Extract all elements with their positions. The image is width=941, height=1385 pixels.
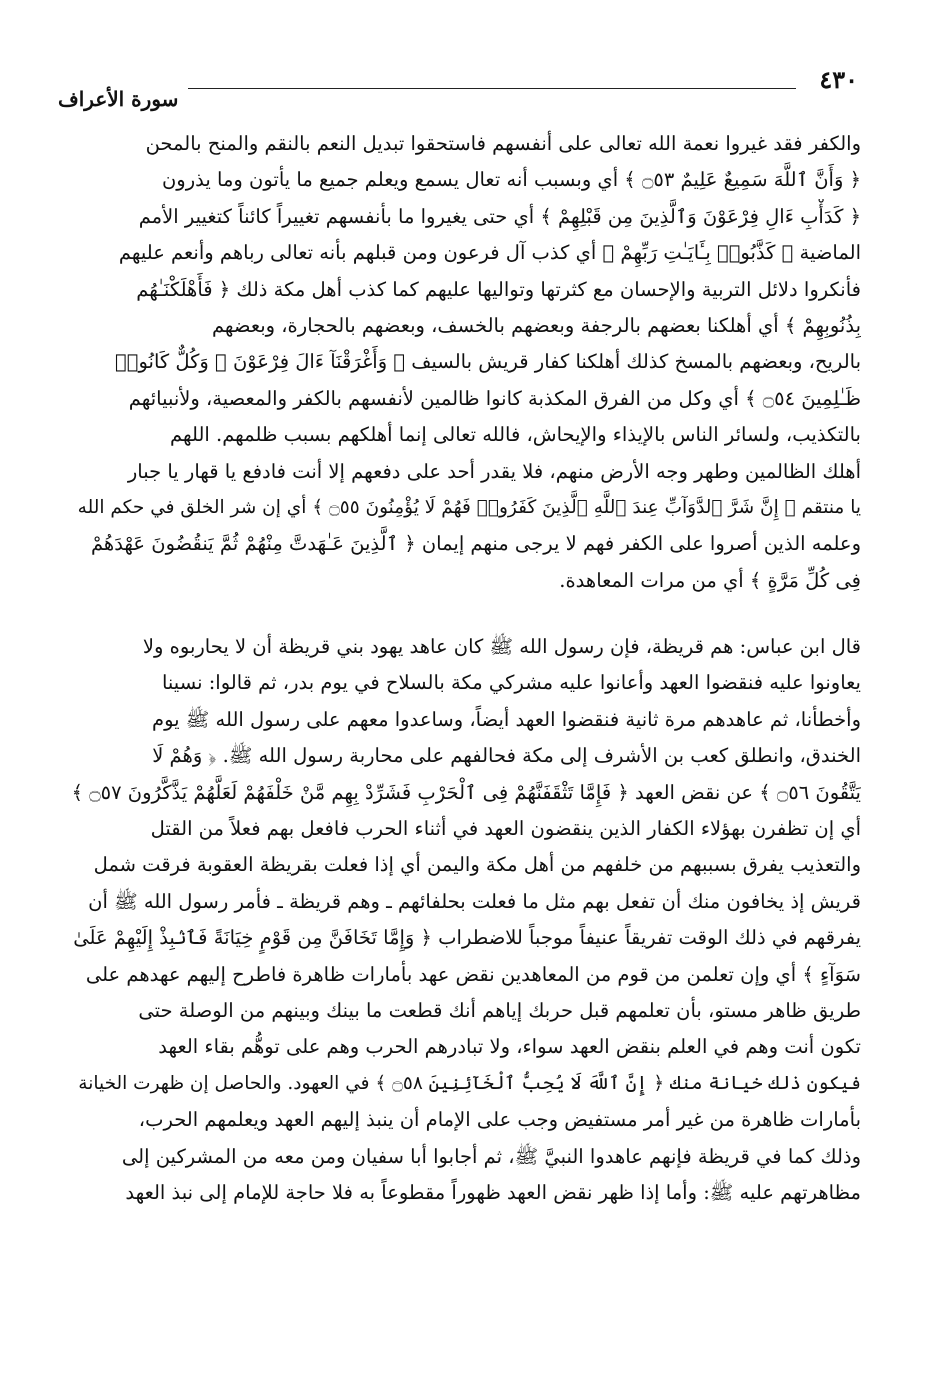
text-line: بأمارات ظاهرة من غير أمر مستفيض وجب على الإمام أن ينبذ إليهم العهد ويعلمهم الحرب، (138, 1108, 861, 1132)
page-header (58, 62, 858, 111)
text-line: يَتَّقُونَ ۝٥٦ ﴾ عن نقض العهد ﴿ فَإِمَّا تَثْقَفَنَّهُمْ فِى ٱلْحَرْبِ فَشَرِّدْ بِهِم مَّنْ خَلْفَهُمْ لَعَلَّهُمْ يَذَّكَّرُونَ ۝٥٧ ﴾ (71, 780, 861, 804)
text-line: ظَـٰلِمِينَ ۝٥٤ ﴾ أي وكل من الفرق المكذبة كانوا ظالمين لأنفسهم بالكفر والمعصية، ولأنبيائهم (128, 386, 861, 410)
text-line: والكفر فقد غيروا نعمة الله تعالى على أنفسهم فاستحقوا تبديل النعم بالنقم والمنح بالمحن (145, 132, 861, 155)
text-line: وعلمه الذين أصروا على الكفر فهم لا يرجى منهم إيمان ﴿ ٱلَّذِينَ عَـٰهَدتَّ مِنْهُمْ ثُمَّ يَنقُضُونَ عَهْدَهُمْ (90, 532, 861, 556)
text-line: يفرقهم في ذلك الوقت تفريقاً عنيفاً موجباً للاضطراب ﴿ وَإِمَّا تَخَافَنَّ مِن قَوْمٍ خِيَانَةً فَٱنۢبِذْ إِلَيْهِمْ عَلَىٰ (73, 926, 861, 950)
text-line: أهلك الظالمين وطهر وجه الأرض منهم، فلا يقدر أحد على دفعهم إلا أنت فادفع يا قهار يا جبار (127, 459, 861, 483)
text-line: قريش إذ يخافون منك أن تفعل بهم مثل ما فعلت بحلفائهم ـ وهم قريظة ـ فأمر رسول الله ﷺ أن (88, 889, 861, 913)
commentary-text (66, 126, 861, 1211)
text-line: والتعذيب يفرق بسببهم من خلفهم من أهل مكة واليمن أي إذا فعلت بقريظة العقوبة فرقت شمل (93, 853, 861, 877)
text-line: فِى كُلِّ مَرَّةٍ ﴾ أي من مرات المعاهدة. (559, 568, 861, 592)
text-line: فيكون ذلك خيانة منك ﴿ إِنَّ ٱللَّهَ لَا يُحِبُّ ٱلْخَآئِنِينَ ۝٥٨ ﴾ في العهود. والحاصل إن ظهرت الخيانة (78, 1072, 861, 1094)
text-line: بالتكذيب، ولسائر الناس بالإيذاء والإيحاش، فالله تعالى إنما أهلكهم بسبب ظلمهم. اللهم (170, 423, 861, 447)
text-line: قال ابن عباس: هم قريظة، فإن رسول الله ﷺ كان عاهد يهود بني قريظة أن لا يحاربوه ولا (142, 635, 861, 659)
text-line: يا منتقم ﴿ إِنَّ شَرَّ ٱلدَّوَآبِّ عِندَ ٱللَّهِ ٱلَّذِينَ كَفَرُوا۟ فَهُمْ لَا يُؤْمِنُونَ ۝٥٥ ﴾ أي إن شر الخلق في حكم الله (77, 496, 861, 518)
text-line: يعاونوا عليه فنقضوا العهد وأعانوا عليه مشركي مكة بالسلاح في يوم بدر، ثم قالوا: نسينا (161, 671, 861, 695)
text-line: وأخطأنا، ثم عاهدهم مرة ثانية فنقضوا العهد أيضاً، وساعدوا معهم على رسول الله ﷺ يوم (152, 707, 861, 731)
text-line: بِذُنُوبِهِمْ ﴾ أي أهلكنا بعضهم بالرجفة وبعضهم بالخسف، وبعضهم بالحجارة، وبعضهم (211, 313, 861, 337)
text-line: الماضية ﴿ كَذَّبُوا۟ بِـَٔايَـٰتِ رَبِّهِمْ ﴾ أي كذب آل فرعون ومن قبلهم بأنه تعالى رباهم وأنعم عليهم (118, 241, 861, 265)
text-line: ﴿ كَدَأْبِ ءَالِ فِرْعَوْنَ وَٱلَّذِينَ مِن قَبْلِهِمْ ﴾ أي حتى يغيروا ما بأنفسهم تغييراً كائناً كتغيير الأمم (138, 204, 861, 228)
page-number: ٤٣٠ (819, 65, 858, 94)
text-line: تكون أنت وهم في العلم بنقض العهد سواء، ولا تبادرهم الحرب وهم على توهُّم بقاء العهد (158, 1035, 861, 1059)
text-line: الخندق، وانطلق كعب بن الأشرف إلى مكة فحالفهم على محاربة رسول الله ﷺ. ﴿ وَهُمْ لَا (152, 744, 861, 768)
text-line: فأنكروا دلائل التربية والإحسان مع كثرتها وتواليها عليهم كما كذب أهل مكة ذلك ﴿ فَأَهْلَكْنَـٰهُم (136, 277, 861, 301)
text-line: مظاهرتهم عليه ﷺ: وأما إذا ظهر نقض العهد ظهوراً مقطوعاً به فلا حاجة للإمام إلى نبذ العهد (125, 1180, 861, 1204)
text-line: أي إن تظفرن بهؤلاء الكفار الذين ينقضون العهد في أثناء الحرب فافعل بهم فعلاً من القتل (150, 817, 861, 841)
paragraph-gap (66, 599, 861, 629)
header-rule (188, 88, 796, 89)
text-line: بالريح، وبعضهم بالمسخ كذلك أهلكنا كفار قريش بالسيف ﴿ وَأَغْرَقْنَآ ءَالَ فِرْعَوْنَ ۚ وَكُلٌّ كَانُوا۟ (115, 350, 861, 374)
text-line: سَوَآءٍ ﴾ أي وإن تعلمن من قوم من المعاهدين نقض عهد بأمارات ظاهرة فاطرح إليهم عهدهم على (85, 962, 861, 986)
surah-title: سورة الأعراف (58, 87, 179, 111)
text-line: وذلك كما في قريظة فإنهم عاهدوا النبيَّ ﷺ، ثم أجابوا أبا سفيان ومن معه من المشركين إلى (121, 1144, 861, 1168)
text-line: ﴿ وَأَنَّ ٱللَّهَ سَمِيعٌ عَلِيمٌ ۝٥٣ ﴾ أي وبسبب أنه تعال يسمع ويعلم جميع ما يأتون وما يذرون (161, 168, 861, 192)
text-line: طريق ظاهر مستو، بأن تعلمهم قبل حربك إياهم أنك قطعت ما بينك وبينهم من الوصلة حتى (138, 998, 861, 1022)
